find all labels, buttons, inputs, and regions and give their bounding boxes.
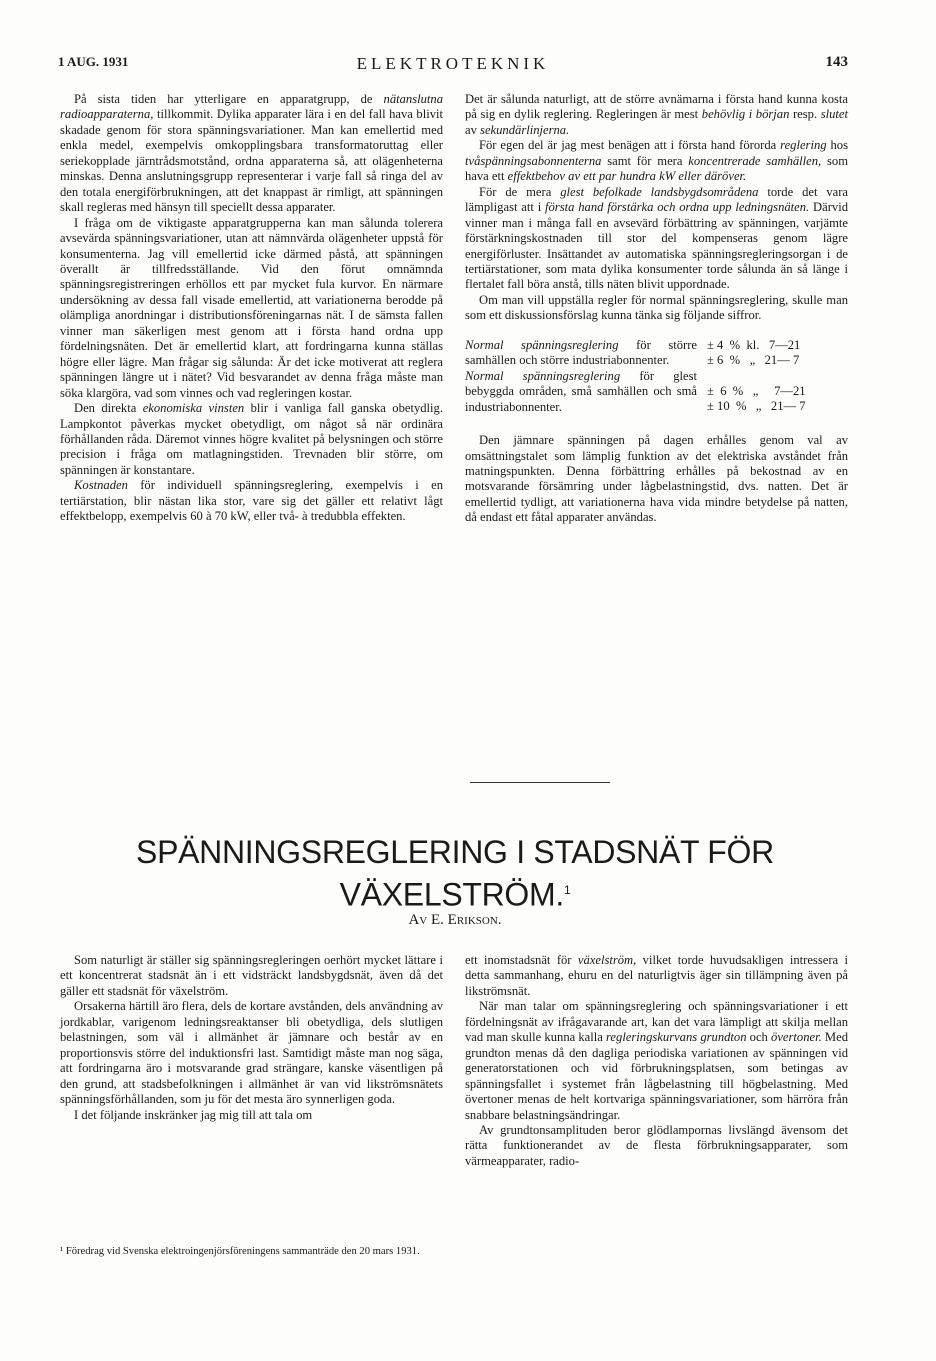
column-bottom-right (465, 953, 848, 1169)
spec-description: Normal spänningsreglering för glest bebyggda områden, små samhällen och små industriabonnenter. (465, 368, 697, 414)
spec-value-line: ± 6 % „ 7—21 (707, 383, 806, 398)
spec-value-line: ± 10 % „ 21— 7 (707, 399, 806, 414)
paragraph: Den direkta ekonomiska vinsten blir i vanliga fall ganska obetydlig. Lampkontot påverkas mycket obetydligt, om något så när ordinära förhållanden råda. Däremot vinnes högre kvalitet på belysningen och större precision i fråga om matlagningstiden. Trevnaden blir större, om spänningen är konstantare. (60, 401, 443, 477)
paragraph: I fråga om de viktigaste apparatgrupperna kan man sålunda tolerera avsevärda spänningsvariationer, utan att nämnvärda olägenheter uppstå för konsumenterna. Jag vill emellertid icke därmed påstå, att spänningen överallt är tillfredsställande. Vid den förut omnämnda spänningsregistreringen erhöllos ett par mycket fula kurvor. En närmare undersökning av dessa fall visade emellertid, att variationerna berodde på olämpliga anordningar i distributionsföreningarnas nät. I de sämsta fallen vinner man säkerligen mest genom att i första hand ordna upp fördelningsnäten. Det är emellertid klart, att fordringarna kunna ställas högre eller lägre. Man frågar sig sålunda: Är det icke motiverat att reglera spänningen längre ut i nätet? Vid besvarandet av denna fråga måste man söka klargöra, vad som vinnes och vad regleringen kostar. (60, 215, 443, 400)
section-divider (470, 782, 610, 783)
spec-values (707, 369, 848, 415)
spec-value-line: ± 4 % kl. 7—21 (707, 337, 801, 352)
paragraph: På sista tiden har ytterligare en apparatgrupp, de nätanslutna radioapparaterna, tillkommit. Dylika apparater lära i en del fall hava blivit skadade genom för stora spänningsvariationer. Man kan emellertid med enkla medel, exempelvis omkopplingsbara transformatoruttag eller seriekopplade järntrådsmotstånd, ordna apparaterna så, att olägenheterna minskas. Denna anslutningsgrupp representerar i varje fall så ringa del av den totala energiförbrukningen, att det knappast är rimligt, att spänningen skall regleras med hänsyn till speciellt dessa apparater. (60, 92, 443, 215)
spec-values (707, 338, 848, 369)
spec-row (465, 338, 848, 369)
spec-value-line: ± 6 % „ 21— 7 (707, 353, 800, 368)
paragraph: Det är sålunda naturligt, att de större avnämarna i första hand kunna kosta på sig en dylik reglering. Regleringen är mest behövlig i början resp. slutet av sekundärlinjerna. (465, 92, 848, 137)
running-header (58, 54, 848, 78)
page-number: 143 (825, 54, 848, 70)
paragraph: Kostnaden för individuell spänningsreglering, exempelvis i en tertiärstation, blir nästan lika stor, vare sig det gäller ett relativt lågt effektbelopp, exempelvis 60 à 70 kW, eller två- à tredubbla effekten. (60, 478, 443, 524)
paragraph: Som naturligt är ställer sig spänningsregleringen oerhört mycket lättare i ett koncentrerat stadsnät än i ett vidsträckt landsbygdsnät, även då det gäller ett stadsnät för växelström. (60, 953, 443, 998)
paragraph: Om man vill uppställa regler för normal spänningsreglering, skulle man som ett diskussionsförslag kunna tänka sig följande siffror. (465, 292, 848, 323)
article-author: Av E. Erikson. (408, 912, 502, 928)
issue-date: 1 AUG. 1931 (58, 54, 129, 69)
paragraph: För de mera glest befolkade landsbygdsområdena torde det vara lämpligast att i första hand förstärka och ordna upp ledningsnäten. Därvid vinner man i många fall en avsevärd förbättring av spänningen, varjämte förstärkningskostnaden till stor del kompenseras genom lägre energiförluster. Insättandet av automatiska spänningsregleringsorgan i de tertiärstationer, som mata dylika konsumenter torde sålunda än så länge i flertalet fall böra anstå, tills näten blivit uppordnade. (465, 184, 849, 292)
column-bottom-left (60, 953, 443, 1123)
paragraph: I det följande inskränker jag mig till att tala om (74, 1107, 313, 1122)
regulation-spec-table (465, 338, 848, 415)
paragraph: ett inomstadsnät för växelström, vilket torde huvudsakligen intressera i detta sammanhang, ehuru en del naturligtvis äger sin tillämpning även på likströmsnät. (465, 953, 848, 998)
paragraph: När man talar om spänningsreglering och spänningsvariationer i ett fördelningsnät av ifrågavarande art, kan det vara lämpligt att skilja mellan vad man skulle kunna kalla regleringskurvans grundton och övertoner. Med grundton menas då den dagliga periodiska variationen av spänningen vid generatorstationen och vid förbrukningsplatsen, som betingas av spänningsfallet i systemet från lågbelastning till högbelastning. Med övertoner menas de helt kortvariga spänningsvariationer, som härröra från snabbare belastningsändringar. (465, 999, 848, 1122)
paragraph: Orsakerna härtill äro flera, dels de kortare avstånden, dels användning av jordkablar, varigenom ledningsreaktanser bli obetydliga, dels slutligen belastningen, som väl i allmänhet är jämnare och består av en proportionsvis större del induktionsfri last. Samtidigt måste man nog säga, att fordringarna äro i motsvarande grad strängare, kanske väsentligen på den grund, att stadsbefolkningen i allmänhet är van vid likströmsnätets spänningsförhållanden, som ju för det mesta äro synnerligen goda. (60, 999, 443, 1107)
journal-name: ELEKTROTEKNIK (356, 54, 550, 73)
footnote: ¹ Föredrag vid Svenska elektroingenjörsföreningens sammanträde den 20 mars 1931. (60, 1246, 420, 1257)
column-top-right (465, 92, 848, 526)
spec-row (465, 369, 848, 415)
paragraph: Den jämnare spänningen på dagen erhålles genom val av omsättningstalet som lämplig funktion av det elektriska avståndet från matningspunkten. Denna förbättring erhålles på bekostnad av en motsvarande försämring under lågbelastningstid, dvs. natten. Det är emellertid tydligt, att variationerna hava vida mindre betydelse på natten, då endast ett fåtal apparater användas. (465, 433, 848, 525)
column-top-left (60, 92, 443, 525)
paragraph: Av grundtonsamplituden beror glödlampornas livslängd ävensom det rätta funktionerandet av de flesta förbrukningsapparater, som värmeapparater, radio- (465, 1122, 848, 1168)
spec-description: Normal spänningsreglering för större samhällen och större industriabonnenter. (465, 337, 697, 368)
paragraph: För egen del är jag mest benägen att i första hand förorda reglering hos tvåspänningsabonnenterna samt för mera koncentrerade samhällen, som hava ett effektbehov av ett par hundra kW eller däröver. (465, 138, 848, 184)
article-title: SPÄNNINGSREGLERING I STADSNÄT FÖR VÄXELSTRÖM.$^1$ (136, 834, 774, 913)
footnote-mark: 1 (563, 883, 571, 897)
